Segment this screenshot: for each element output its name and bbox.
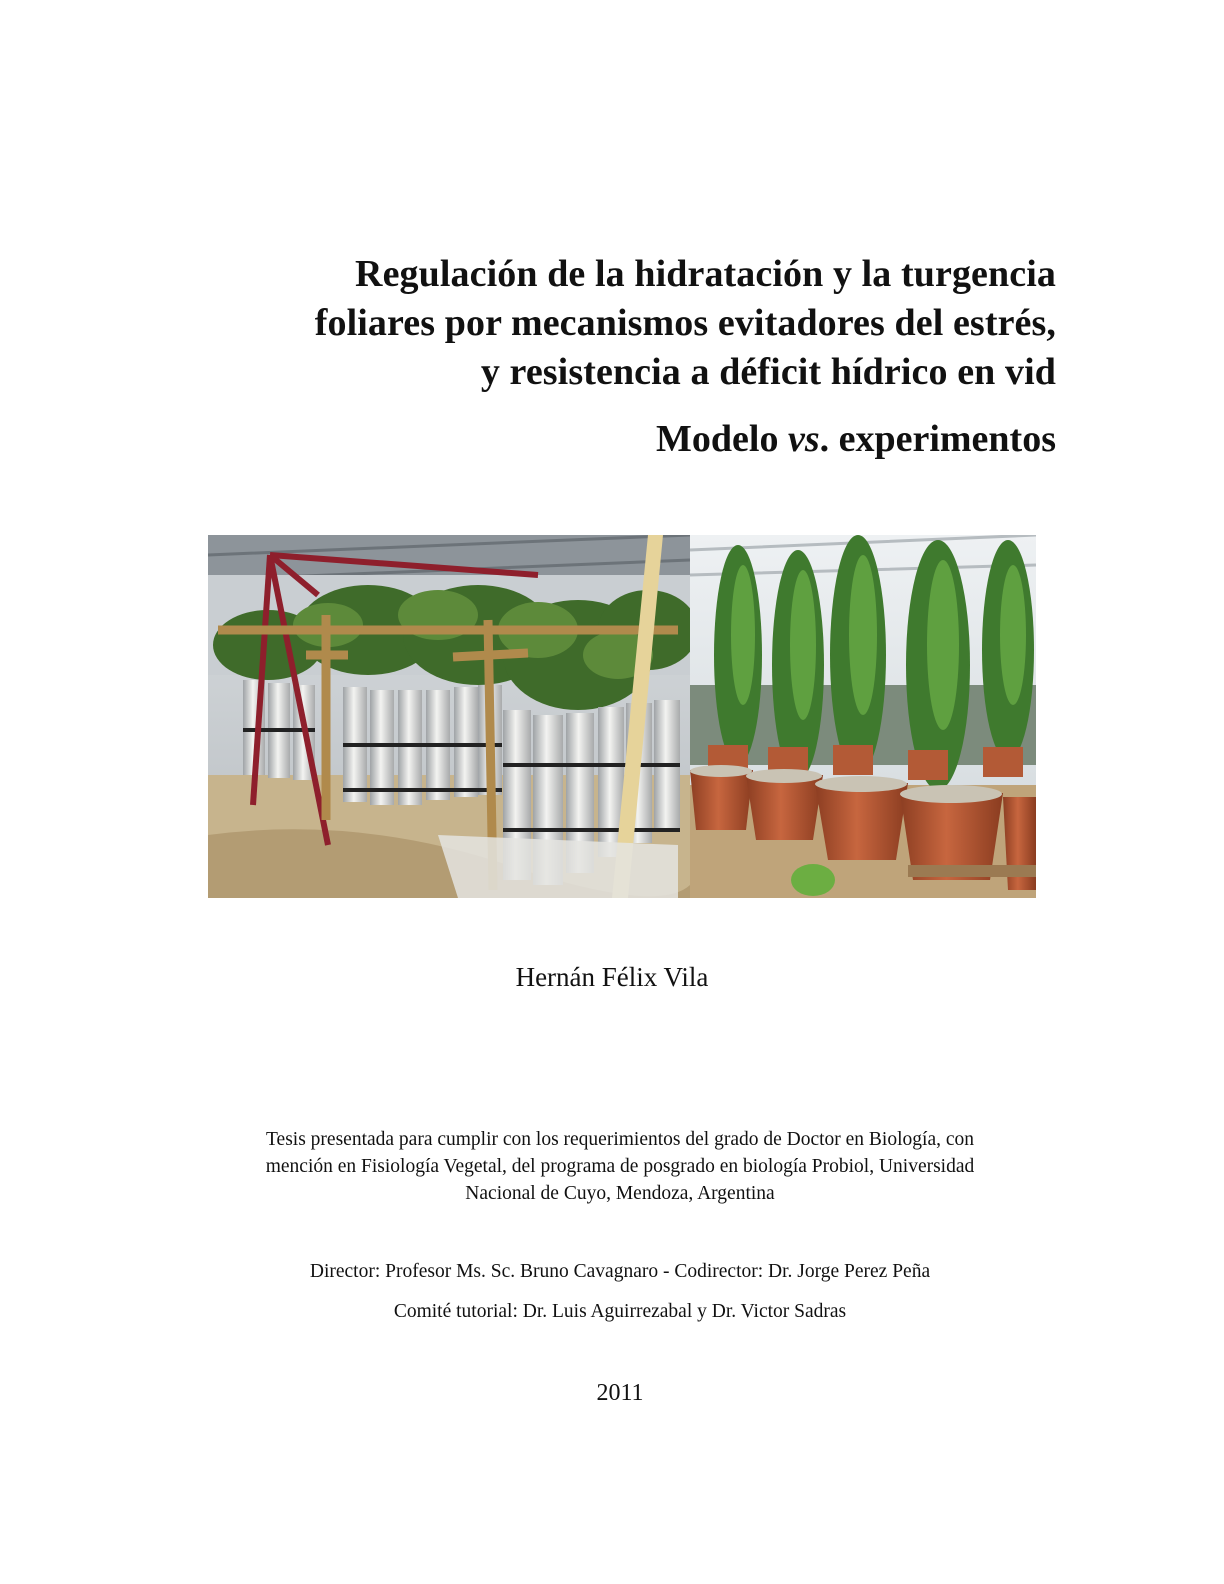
cover-photos — [208, 535, 1036, 898]
title-line-3: y resistencia a déficit hídrico en vid — [480, 351, 1056, 393]
thesis-year: 2011 — [596, 1380, 644, 1406]
thesis-title — [150, 250, 1056, 397]
description-line-1: Tesis presentada para cumplir con los requerimientos del grado de Doctor en Biología, con — [266, 1129, 974, 1150]
subtitle-italic: vs — [787, 418, 820, 460]
greenhouse-tube-pots-photo — [208, 535, 698, 898]
title-line-1: Regulación de la hidratación y la turgencia — [355, 253, 1056, 295]
subtitle-part-1: Modelo — [656, 418, 788, 460]
greenhouse-potted-vines-photo — [690, 535, 1036, 898]
thesis-description — [150, 1126, 1090, 1207]
title-line-2: foliares por mecanismos evitadores del estrés, — [314, 302, 1056, 344]
director-line: Director: Profesor Ms. Sc. Bruno Cavagnaro - Codirector: Dr. Jorge Perez Peña — [309, 1261, 931, 1282]
committee-line: Comité tutorial: Dr. Luis Aguirrezabal y Dr. Victor Sadras — [393, 1301, 847, 1322]
description-line-3: Nacional de Cuyo, Mendoza, Argentina — [465, 1183, 775, 1204]
subtitle-part-2: . experimentos — [819, 418, 1056, 460]
author-name: Hernán Félix Vila — [515, 962, 709, 992]
description-line-2: mención en Fisiología Vegetal, del programa de posgrado en biología Probiol, Universidad — [265, 1156, 975, 1177]
thesis-subtitle — [150, 415, 1056, 463]
